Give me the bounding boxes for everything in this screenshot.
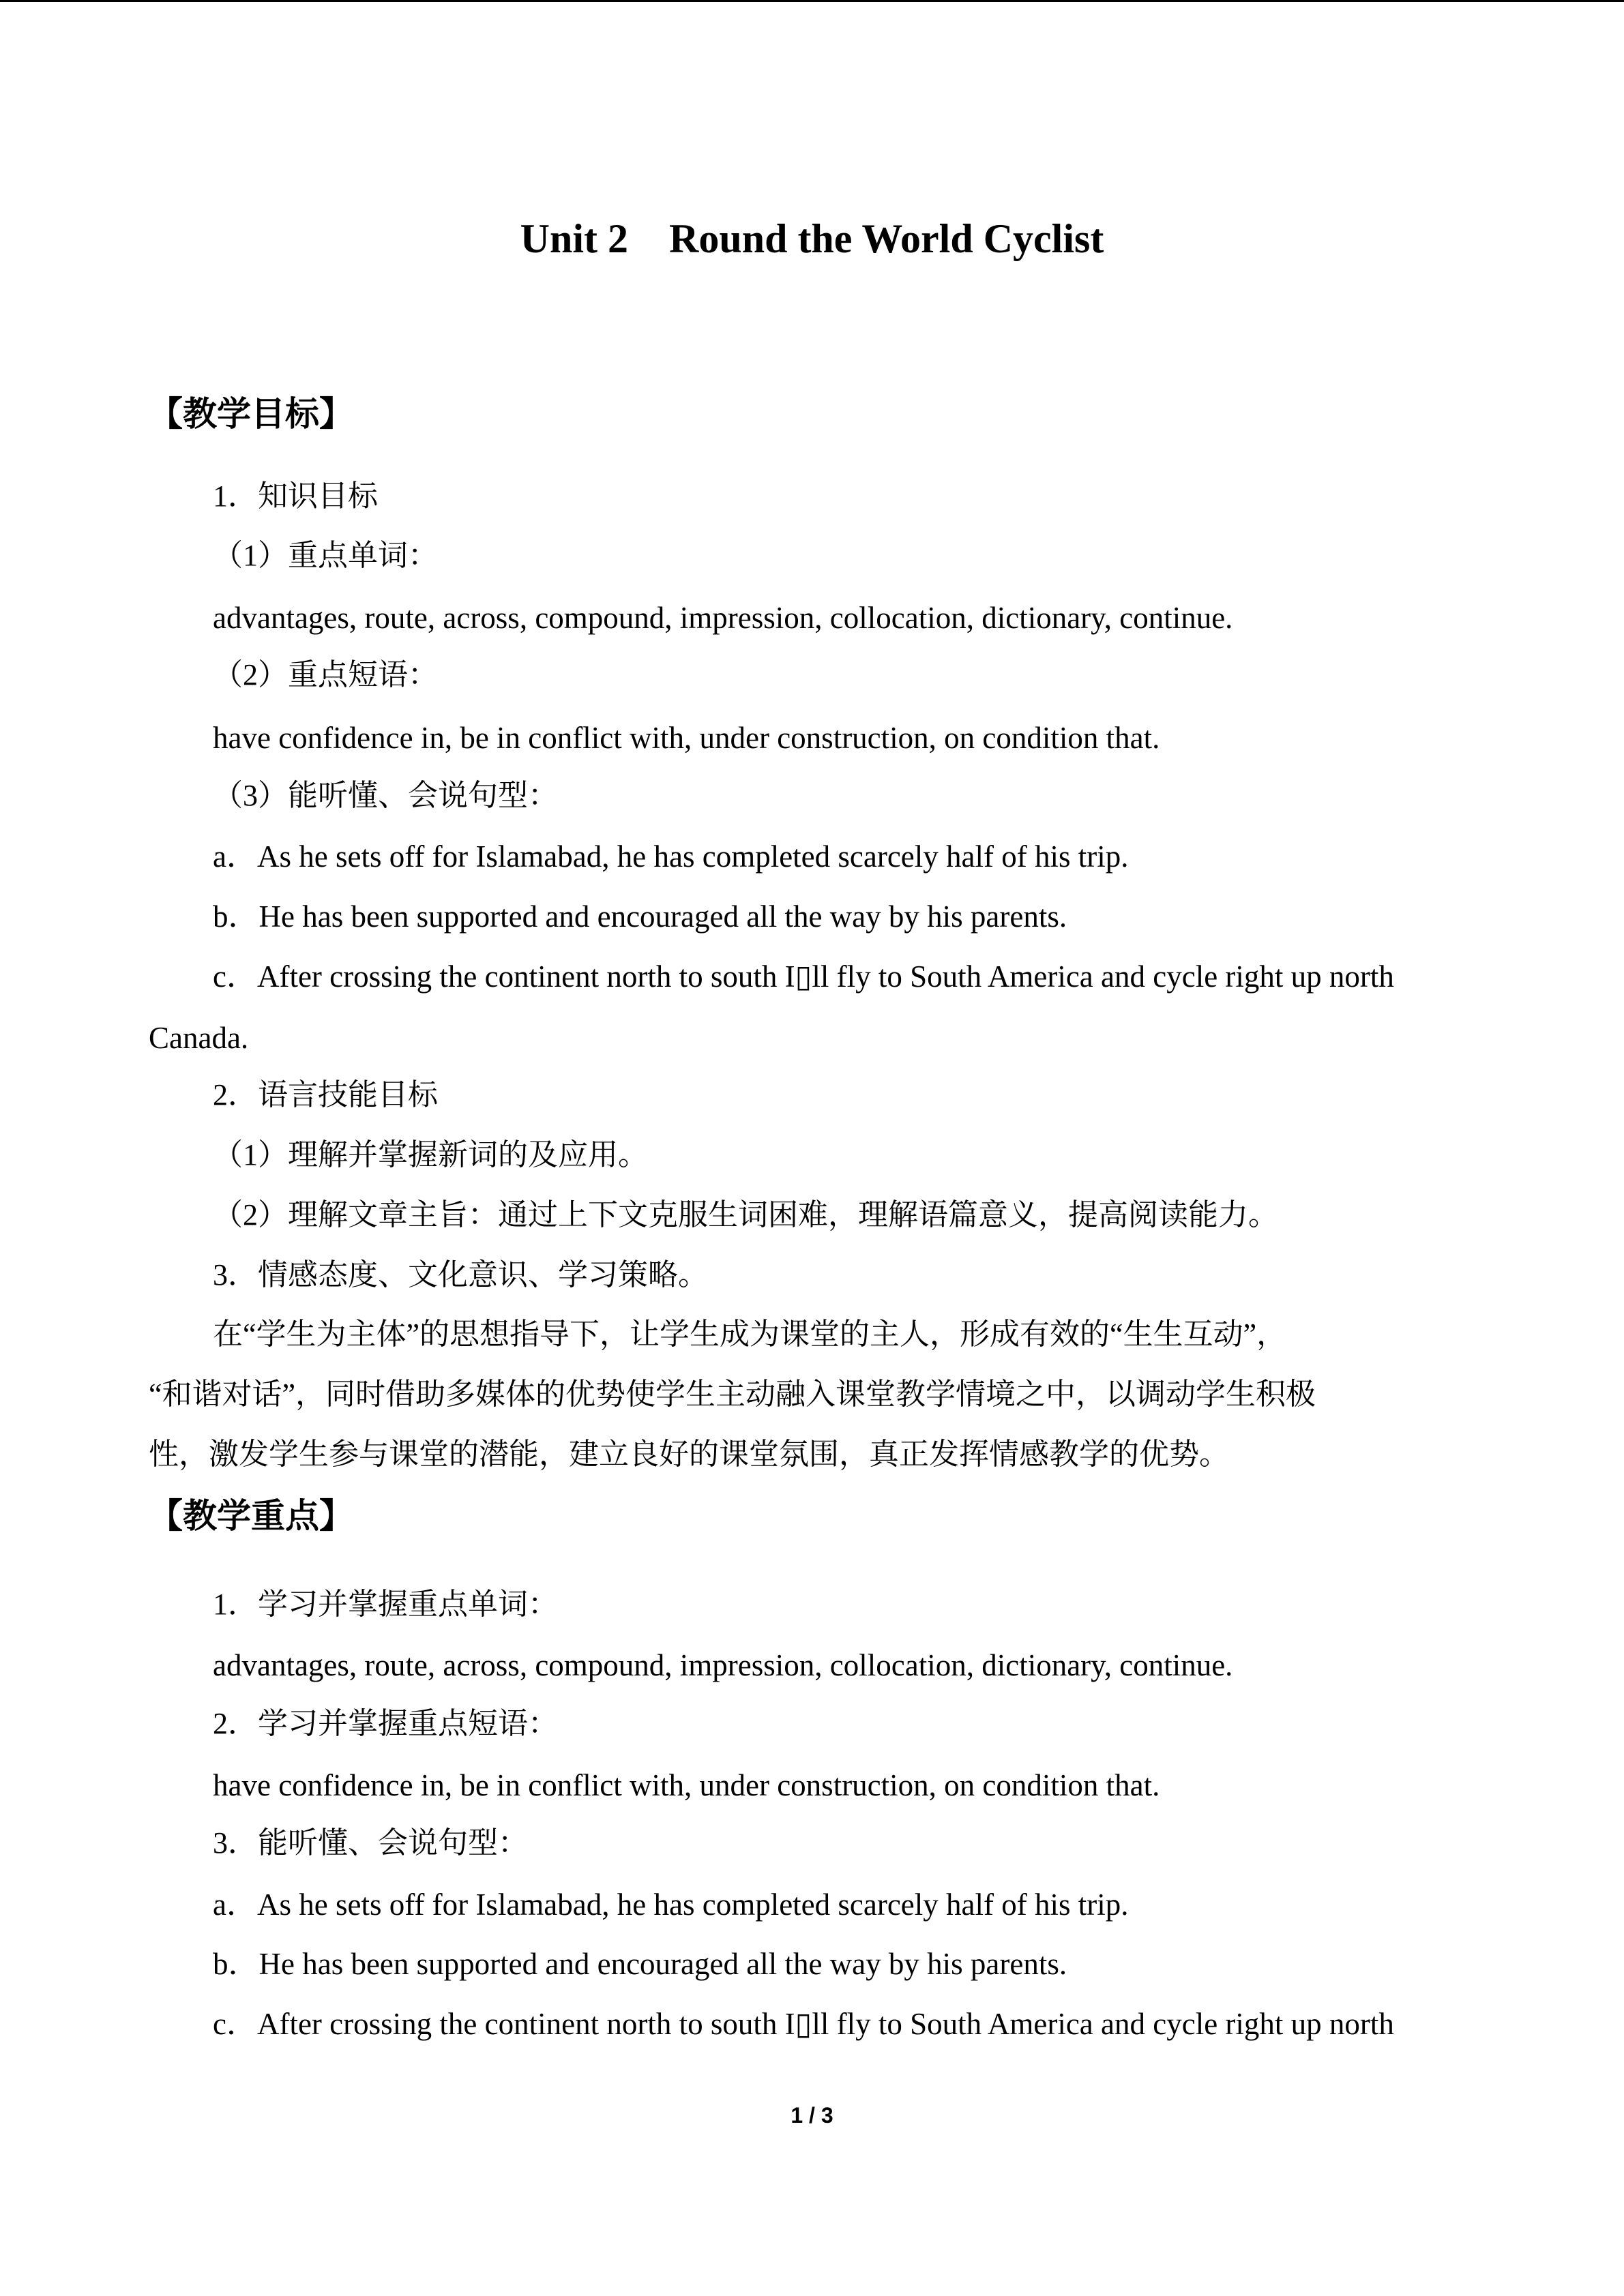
objectives-line-1: 1．知识目标 — [213, 479, 378, 513]
key-points-line-5: 3．能听懂、会说句型： — [213, 1826, 528, 1860]
objectives-line-9: c．After crossing the continent north to south I▯ll fly to South America and cycle right up north — [213, 959, 1394, 994]
section-heading-objectives: 【教学目标】 — [149, 395, 353, 433]
key-points-line-2: advantages, route, across, compound, impression, collocation, dictionary, continue. — [213, 1648, 1233, 1682]
objectives-line-3: advantages, route, across, compound, impression, collocation, dictionary, continue. — [213, 601, 1233, 635]
objectives-line-8: b．He has been supported and encouraged all the way by his parents. — [213, 899, 1067, 934]
objectives-line-11: 2．语言技能目标 — [213, 1078, 438, 1112]
page-number: 1 / 3 — [791, 2103, 833, 2128]
objectives-line-5: have confidence in, be in conflict with, under construction, on condition that. — [213, 721, 1160, 755]
top-border-rule — [0, 0, 1624, 2]
objectives-line-16: “和谐对话”，同时借助多媒体的优势使学生主动融入课堂教学情境之中，以调动学生积极 — [149, 1377, 1316, 1411]
key-points-line-7: b．He has been supported and encouraged all the way by his parents. — [213, 1947, 1067, 1981]
objectives-line-14: 3．情感态度、文化意识、学习策略。 — [213, 1258, 708, 1292]
objectives-line-10: Canada. — [149, 1021, 249, 1055]
objectives-line-12: （1）理解并掌握新词的及应用。 — [213, 1138, 648, 1172]
key-points-line-4: have confidence in, be in conflict with, under construction, on condition that. — [213, 1768, 1160, 1802]
section-heading-key-points: 【教学重点】 — [149, 1497, 353, 1535]
key-points-line-3: 2．学习并掌握重点短语： — [213, 1707, 558, 1740]
document-title: Unit 2 Round the World Cyclist — [520, 216, 1104, 261]
objectives-line-4: （2）重点短语： — [213, 658, 438, 691]
objectives-line-15: 在“学生为主体”的思想指导下，让学生成为课堂的主人，形成有效的“生生互动”， — [213, 1317, 1287, 1351]
key-points-line-1: 1．学习并掌握重点单词： — [213, 1587, 558, 1621]
objectives-line-2: （1）重点单词： — [213, 539, 438, 572]
objectives-line-17: 性，激发学生参与课堂的潜能，建立良好的课堂氛围，真正发挥情感教学的优势。 — [149, 1437, 1229, 1471]
objectives-line-13: （2）理解文章主旨：通过上下文克服生词困难，理解语篇意义，提高阅读能力。 — [213, 1198, 1278, 1232]
key-points-line-6: a．As he sets off for Islamabad, he has completed scarcely half of his trip. — [213, 1888, 1129, 1922]
objectives-line-6: （3）能听懂、会说句型： — [213, 779, 558, 812]
objectives-line-7: a．As he sets off for Islamabad, he has completed scarcely half of his trip. — [213, 839, 1129, 874]
key-points-line-8: c．After crossing the continent north to south I▯ll fly to South America and cycle right up north — [213, 2007, 1394, 2041]
